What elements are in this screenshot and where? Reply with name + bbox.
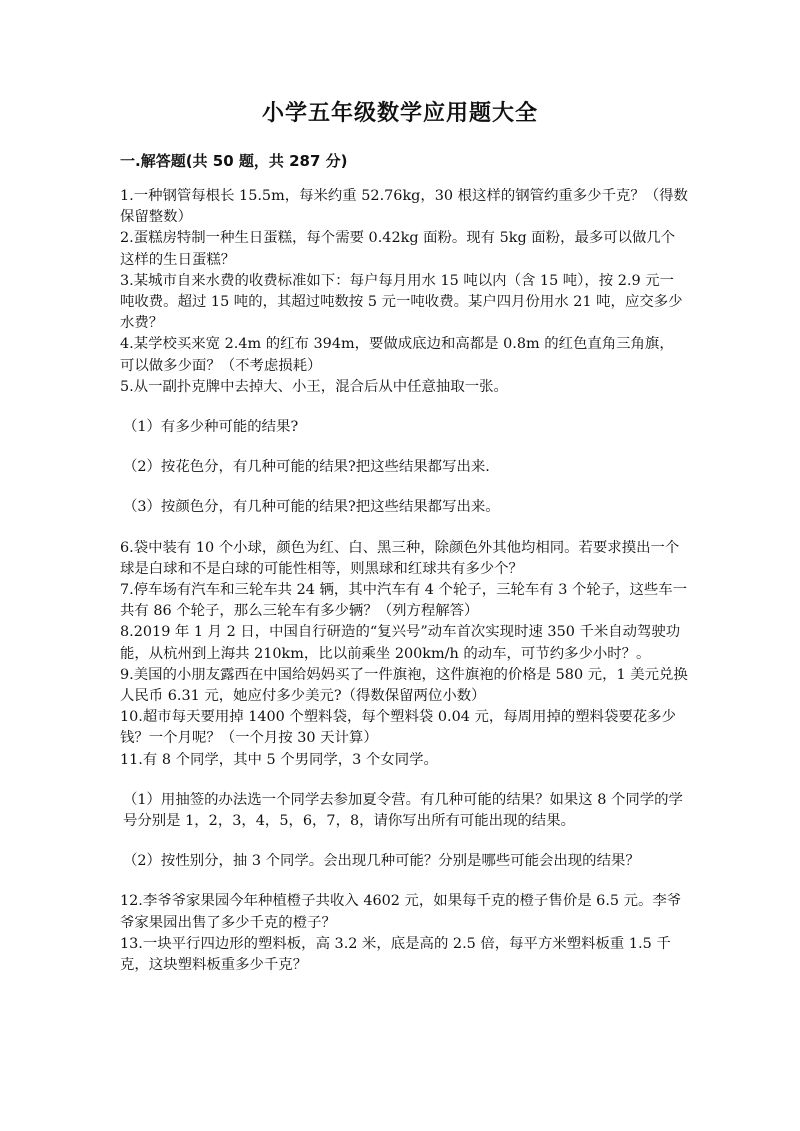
question-12: 12.李爷爷家果园今年种植橙子共收入 4602 元，如果每千克的橙子售价是 6.5 元。李爷爷家果园出售了多少千克的橙子？ (120, 893, 682, 931)
question-3: 3.某城市自来水费的收费标准如下：每户每月用水 15 吨以内（含 15 吨），按 2.9 元一吨收费。超过 15 吨的，其超过吨数按 5 元一吨收费。某户四月份用水 21 吨，应交多少水费？ (120, 272, 683, 332)
question-5-part-3: （3）按颜色分，有几种可能的结果?把这些结果都写出来。 (123, 499, 500, 516)
question-6: 6.袋中装有 10 个小球，颜色为红、白、黑三种，除颜色外其他均相同。若要求摸出一个球是白球和不是白球的可能性相等，则黑球和红球共有多少个？ (120, 539, 680, 577)
question-list (120, 186, 688, 976)
question-5-part-1: （1）有多少种可能的结果? (123, 419, 299, 436)
question-11: 11.有 8 个同学，其中 5 个男同学，3 个女同学。 (120, 751, 438, 768)
question-4: 4.某学校买来宽 2.4m 的红布 394m，要做成底边和高都是 0.8m 的红色直角三角旗，可以做多少面？（不考虑损耗） (120, 336, 674, 374)
question-7: 7.停车场有汽车和三轮车共 24 辆，其中汽车有 4 个轮子，三轮车有 3 个轮子，这些车一共有 86 个轮子，那么三轮车有多少辆？（列方程解答） (120, 582, 688, 620)
question-8: 8.2019 年 1 月 2 日，中国自行研造的“复兴号”动车首次实现时速 350 千米自动驾驶功能，从杭州到上海共 210km，比以前乘坐 200km/h 的动车，可节约多少小时？。 (120, 624, 681, 662)
question-5-part-2: （2）按花色分，有几种可能的结果?把这些结果都写出来. (123, 459, 490, 476)
section-heading: 一.解答题(共 50 题，共 287 分) (120, 152, 348, 170)
page-title: 小学五年级数学应用题大全 (261, 101, 538, 126)
question-1: 1.一种钢管每根长 15.5m，每米约重 52.76kg，30 根这样的钢管约重多少千克？（得数保留整数） (120, 188, 688, 226)
question-13: 13.一块平行四边形的塑料板，高 3.2 米，底是高的 2.5 倍，每平方米塑料板重 1.5 千克，这块塑料板重多少千克？ (120, 935, 671, 974)
question-5: 5.从一副扑克牌中去掉大、小王，混合后从中任意抽取一张。 (120, 378, 508, 395)
question-11-part-1: （1）用抽签的办法选一个同学去参加夏令营。有几种可能的结果？如果这 8 个同学的学号分别是 1，2，3，4，5，6，7，8，请你写出所有可能出现的结果。 (123, 791, 683, 830)
question-9: 9.美国的小朋友露西在中国给妈妈买了一件旗袍，这件旗袍的价格是 580 元，1 美元兑换人民币 6.31 元，她应付多少美元?（得数保留两位小数） (120, 666, 688, 705)
question-11-part-2: （2）按性别分，抽 3 个同学。会出现几种可能？分别是哪些可能会出现的结果？ (123, 853, 640, 870)
question-10: 10.超市每天要用掉 1400 个塑料袋，每个塑料袋 0.04 元，每周用掉的塑料袋要花多少钱？一个月呢？（一个月按 30 天计算） (120, 709, 676, 747)
question-2: 2.蛋糕房特制一种生日蛋糕，每个需要 0.42kg 面粉。现有 5kg 面粉，最多可以做几个这样的生日蛋糕？ (120, 230, 676, 268)
